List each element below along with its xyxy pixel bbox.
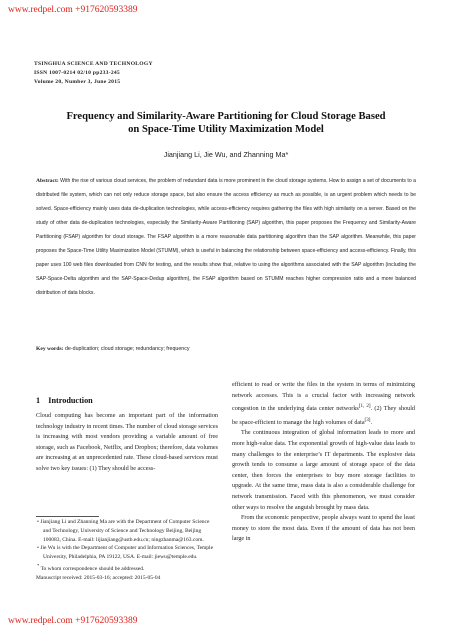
left-column xyxy=(36,411,218,475)
journal-name: TSINGHUA SCIENCE AND TECHNOLOGY xyxy=(34,61,153,67)
citation-1-2: [1, 2] xyxy=(358,403,371,410)
footnote-rule xyxy=(36,516,99,517)
keywords xyxy=(36,346,416,352)
citation-3: [3] xyxy=(364,416,371,423)
watermark-top: www.redpel.com +917620593389 xyxy=(8,5,138,15)
right-paragraph-1: efficient to read or write the files in the system in terms of minimizing network accesses. This is a crucial factor with increasing network congestion in the underlying data center networks[1, 2]. (2) They should be space-efficient to manage the high volumes of data[3]. xyxy=(232,382,415,426)
footnote-star: * xyxy=(37,562,40,568)
abstract-label: Abstract: xyxy=(36,178,59,184)
left-paragraph-1: Cloud computing has become an important part of the information technology industry in recent times. The number of cloud storage services is increasing with most vendors providing a variable amount of free storage, such as Facebook, Netflix, and Dropbox; therefore, data volumes are increasing at an unprecedented rate. These cloud-based services must solve two key issues: (1) They should be access- xyxy=(36,413,218,472)
watermark-bottom: www.redpel.com +917620593389 xyxy=(8,616,138,626)
abstract-text: With the rise of various cloud services, the problem of redundant data is more prominent in the cloud storage systems. How to assign a set of documents to a distributed file system, which can not only reduce storage space, but also ensure the access efficiency as much as possible, is an urgent problem which needs to be solved. Space-efficiency mainly uses data de-duplication technologies, while access-efficiency requires gathering the files with high similarity on a server. Based on the study of other data de-duplication technologies, especially the Similarity-Aware Partitioning (SAP) algorithm, this paper proposes the Frequency and Similarity-Aware Partitioning (FSAP) algorithm for cloud storage. The FSAP algorithm is a more reasonable data partitioning algorithm than the SAP algorithm. Meanwhile, this paper proposes the Space-Time Utility Maximization Model (STUMM), which is useful in balancing the relationship between space-efficiency and access-efficiency. Finally, this paper uses 100 web files downloaded from CNN for testing, and the results show that, relative to using the algorithms associated with the SAP algorithm (including the SAP-Space-Delta algorithm and the SAP-Space-Dedup algorithm), the FSAP algorithm based on STUMM reaches higher compression ratio and a more balanced distribution of data blocks. xyxy=(36,178,416,296)
footnote-2: • Jie Wu is with the Department of Computer and Information Sciences, Temple University, Philadelphia, PA 19122, USA. E-mail: jiewu@temple.edu. xyxy=(37,545,214,561)
keywords-label: Key words: xyxy=(36,346,64,352)
section-number: 1 xyxy=(36,396,41,405)
footnote-bullet: • xyxy=(37,545,39,552)
paper-title-line1: Frequency and Similarity-Aware Partitioning for Cloud Storage Based xyxy=(66,111,386,122)
paper-title xyxy=(20,110,432,136)
footnote-1: • Jianjiang Li and Zhanning Ma are with the Department of Computer Science and Technology, University of Science and Technology Beijing, Beijing 100083, China. E-mail: lijianjiang@ustb.edu.cn; ningzhanma@163.com. xyxy=(37,519,210,543)
section-heading xyxy=(36,396,93,405)
journal-issn: ISSN 1007-0214 02/10 pp233-245 xyxy=(34,70,120,76)
footnote-bullet: • xyxy=(37,519,39,525)
paper-title-line2: on Space-Time Utility Maximization Model xyxy=(128,124,324,135)
journal-volume: Volume 20, Number 3, June 2015 xyxy=(34,79,121,85)
abstract xyxy=(36,174,416,300)
author-list: Jianjiang Li, Jie Wu, and Zhanning Ma* xyxy=(163,150,289,159)
keywords-text: de-duplication; cloud storage; redundancy; frequency xyxy=(64,346,190,352)
section-title: Introduction xyxy=(48,396,93,405)
right-paragraph-3: From the economic perspective, people always want to spend the least money to store the most data. Even if the amount of data has not been large in xyxy=(232,515,415,543)
footnote-3: * To whom correspondence should be addressed. xyxy=(37,562,145,572)
footnotes xyxy=(36,518,218,582)
right-column xyxy=(232,380,415,545)
manuscript-dates: Manuscript received: 2015-03-16; accepted: 2015-05-04 xyxy=(36,574,161,581)
right-paragraph-2: The continuous integration of global information leads to more and more high-value data. The exponential growth of high-value data leads to many challenges to the enterprise’s IT departments. The explosive data growth tends to consume a large amount of storage space of the data center, then forces the enterprises to buy more storage facilities to upgrade. At the same time, mass data is also a considerable challenge for network transmission. Faced with this phenomenon, we must consider other ways to resolve the anguish brought by mass data. xyxy=(232,430,415,511)
